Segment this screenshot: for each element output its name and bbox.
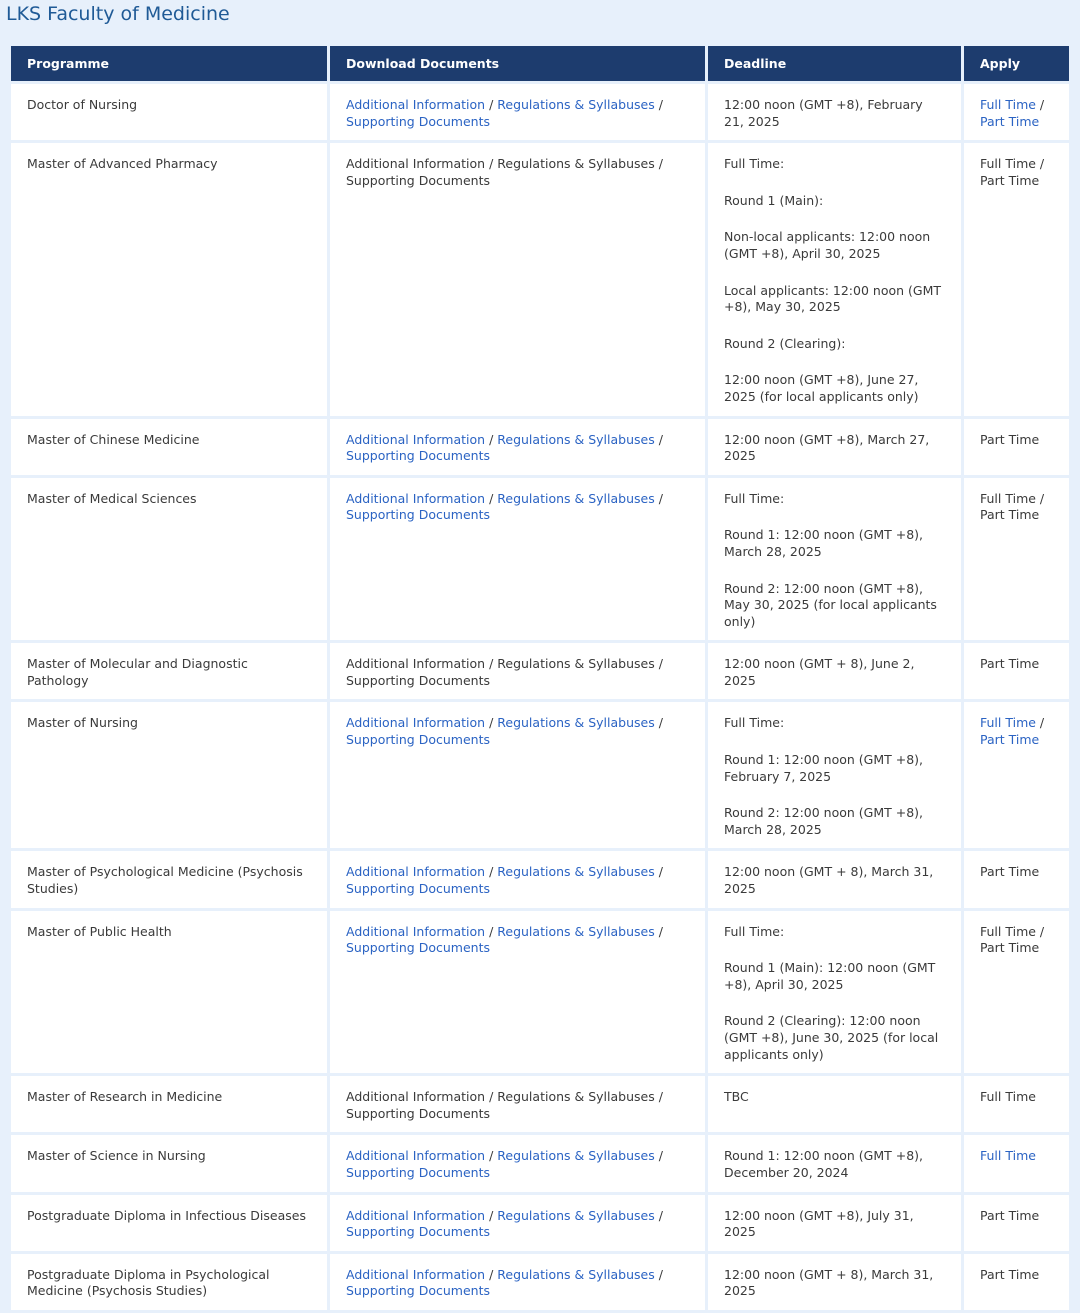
deadline-cell xyxy=(708,1254,961,1310)
deadline-text: Round 2: 12:00 noon (GMT +8), May 30, 2025 (for local applicants only) xyxy=(724,580,937,629)
deadline-text: Round 2 (Clearing): 12:00 noon (GMT +8), June 30, 2025 (for local applicants only) xyxy=(724,1013,939,1062)
deadline-text: Full Time: xyxy=(724,490,785,506)
download-documents-cell xyxy=(330,1076,705,1132)
download-documents-cell xyxy=(330,911,705,1074)
programme-name: Postgraduate Diploma in Psychological Medicine (Psychosis Studies) xyxy=(11,1254,327,1310)
table-row xyxy=(11,911,1069,1074)
regulations-syllabuses-link[interactable]: Regulations & Syllabuses xyxy=(497,1148,655,1164)
supporting-documents-link[interactable]: Supporting Documents xyxy=(346,881,490,897)
apply-cell xyxy=(964,1076,1069,1132)
download-documents-cell xyxy=(330,702,705,848)
separator: / xyxy=(485,431,498,447)
programme-name: Master of Psychological Medicine (Psychosis Studies) xyxy=(11,851,327,907)
deadline-cell xyxy=(708,1135,961,1191)
separator: / xyxy=(654,864,663,880)
table-row xyxy=(11,1076,1069,1132)
deadline-text: TBC xyxy=(724,1089,749,1105)
apply-full-time-link: Full Time xyxy=(980,490,1036,506)
download-documents-cell xyxy=(330,1254,705,1310)
regulations-syllabuses-link: Regulations & Syllabuses xyxy=(497,656,655,672)
supporting-documents-link[interactable]: Supporting Documents xyxy=(346,1283,490,1299)
separator: / xyxy=(485,1207,498,1223)
apply-cell xyxy=(964,143,1069,415)
separator: / xyxy=(485,864,498,880)
apply-cell xyxy=(964,851,1069,907)
additional-information-link[interactable]: Additional Information xyxy=(346,431,486,447)
apply-cell xyxy=(964,478,1069,641)
table-row xyxy=(11,851,1069,907)
column-header-deadline: Deadline xyxy=(708,46,961,81)
apply-part-time-link: Part Time xyxy=(980,172,1040,188)
table-row xyxy=(11,478,1069,641)
deadline-text: Full Time: xyxy=(724,715,785,731)
programme-name: Master of Advanced Pharmacy xyxy=(11,143,327,415)
column-header-programme: Programme xyxy=(11,46,327,81)
regulations-syllabuses-link: Regulations & Syllabuses xyxy=(497,1089,655,1105)
separator: / xyxy=(1035,715,1045,731)
supporting-documents-link[interactable]: Supporting Documents xyxy=(346,1164,490,1180)
separator: / xyxy=(485,656,498,672)
table-row xyxy=(11,702,1069,848)
regulations-syllabuses-link[interactable]: Regulations & Syllabuses xyxy=(497,715,655,731)
deadline-cell xyxy=(708,911,961,1074)
table-row xyxy=(11,1254,1069,1310)
deadline-text: Non-local applicants: 12:00 noon (GMT +8), April 30, 2025 xyxy=(724,229,931,261)
deadline-text: Round 1 (Main): 12:00 noon (GMT +8), April 30, 2025 xyxy=(724,960,936,992)
apply-cell xyxy=(964,911,1069,1074)
deadline-text: 12:00 noon (GMT + 8), March 31, 2025 xyxy=(724,864,934,897)
apply-cell xyxy=(964,702,1069,848)
separator: / xyxy=(1035,156,1045,172)
separator: / xyxy=(654,1148,663,1164)
apply-part-time-link: Part Time xyxy=(980,940,1040,956)
programme-name: Postgraduate Diploma in Infectious Diseases xyxy=(11,1195,327,1251)
column-header-apply: Apply xyxy=(964,46,1069,81)
download-documents-cell xyxy=(330,1135,705,1191)
table-row xyxy=(11,1135,1069,1191)
deadline-text: Round 2: 12:00 noon (GMT +8), March 28, 2025 xyxy=(724,805,924,837)
additional-information-link: Additional Information xyxy=(346,656,486,672)
regulations-syllabuses-link[interactable]: Regulations & Syllabuses xyxy=(497,864,655,880)
regulations-syllabuses-link[interactable]: Regulations & Syllabuses xyxy=(497,431,655,447)
separator: / xyxy=(654,923,663,939)
apply-cell xyxy=(964,419,1069,475)
apply-cell xyxy=(964,84,1069,140)
separator: / xyxy=(485,1148,498,1164)
separator: / xyxy=(654,656,663,672)
deadline-cell xyxy=(708,419,961,475)
apply-part-time-link: Part Time xyxy=(980,507,1040,523)
table-row xyxy=(11,143,1069,415)
deadline-cell xyxy=(708,1195,961,1251)
apply-cell xyxy=(964,643,1069,699)
deadline-text: 12:00 noon (GMT +8), March 27, 2025 xyxy=(724,431,930,464)
programme-name: Master of Science in Nursing xyxy=(11,1135,327,1191)
separator: / xyxy=(485,923,498,939)
separator: / xyxy=(485,156,498,172)
additional-information-link: Additional Information xyxy=(346,156,486,172)
separator: / xyxy=(654,1089,663,1105)
table-body xyxy=(11,84,1069,1310)
additional-information-link[interactable]: Additional Information xyxy=(346,864,486,880)
table-row xyxy=(11,419,1069,475)
additional-information-link[interactable]: Additional Information xyxy=(346,97,486,112)
download-documents-cell xyxy=(330,419,705,475)
additional-information-link[interactable]: Additional Information xyxy=(346,490,486,506)
supporting-documents-link: Supporting Documents xyxy=(346,672,490,688)
additional-information-link: Additional Information xyxy=(346,1089,486,1105)
additional-information-link[interactable]: Additional Information xyxy=(346,923,486,939)
deadline-cell xyxy=(708,84,961,140)
supporting-documents-link: Supporting Documents xyxy=(346,172,490,188)
table-row xyxy=(11,643,1069,699)
separator: / xyxy=(654,1207,663,1223)
programme-name: Master of Molecular and Diagnostic Pathology xyxy=(11,643,327,699)
programme-name: Master of Public Health xyxy=(11,911,327,1074)
deadline-text: 12:00 noon (GMT + 8), June 2, 2025 xyxy=(724,656,915,688)
programme-name: Master of Medical Sciences xyxy=(11,478,327,641)
separator: / xyxy=(654,97,663,112)
apply-full-time-link[interactable]: Full Time xyxy=(980,715,1036,731)
apply-part-time-link: Part Time xyxy=(980,864,1040,880)
separator: / xyxy=(654,1266,663,1282)
deadline-cell xyxy=(708,143,961,415)
download-documents-cell xyxy=(330,643,705,699)
apply-full-time-link[interactable]: Full Time xyxy=(980,1148,1036,1164)
deadline-text: Round 1: 12:00 noon (GMT +8), February 7, 2025 xyxy=(724,752,924,784)
separator: / xyxy=(485,490,498,506)
apply-cell xyxy=(964,1254,1069,1310)
download-documents-cell xyxy=(330,143,705,415)
supporting-documents-link[interactable]: Supporting Documents xyxy=(346,507,490,523)
apply-full-time-link: Full Time xyxy=(980,1089,1036,1105)
programme-name: Master of Chinese Medicine xyxy=(11,419,327,475)
deadline-text: Round 1 (Main): xyxy=(724,192,824,208)
regulations-syllabuses-link[interactable]: Regulations & Syllabuses xyxy=(497,97,655,112)
apply-full-time-link: Full Time xyxy=(980,156,1036,172)
regulations-syllabuses-link[interactable]: Regulations & Syllabuses xyxy=(497,490,655,506)
programme-name: Doctor of Nursing xyxy=(11,84,327,140)
separator: / xyxy=(485,715,498,731)
separator: / xyxy=(654,431,663,447)
separator: / xyxy=(485,1266,498,1282)
regulations-syllabuses-link[interactable]: Regulations & Syllabuses xyxy=(497,1207,655,1223)
deadline-text: Local applicants: 12:00 noon (GMT +8), May 30, 2025 xyxy=(724,282,941,315)
deadline-cell xyxy=(708,643,961,699)
deadline-text: Full Time: xyxy=(724,923,785,939)
deadline-text: 12:00 noon (GMT +8), June 27, 2025 (for local applicants only) xyxy=(724,372,919,404)
apply-part-time-link[interactable]: Part Time xyxy=(980,113,1040,129)
apply-part-time-link[interactable]: Part Time xyxy=(980,732,1040,748)
regulations-syllabuses-link[interactable]: Regulations & Syllabuses xyxy=(497,923,655,939)
deadline-text: Round 2 (Clearing): xyxy=(724,335,846,351)
column-header-download-documents: Download Documents xyxy=(330,46,705,81)
apply-cell xyxy=(964,1195,1069,1251)
separator: / xyxy=(654,156,663,172)
additional-information-link[interactable]: Additional Information xyxy=(346,1148,486,1164)
deadline-text: 12:00 noon (GMT + 8), March 31, 2025 xyxy=(724,1266,934,1299)
apply-part-time-link: Part Time xyxy=(980,656,1040,672)
deadline-text: 12:00 noon (GMT +8), February 21, 2025 xyxy=(724,97,923,129)
deadline-cell xyxy=(708,1076,961,1132)
deadline-text: Round 1: 12:00 noon (GMT +8), December 20, 2024 xyxy=(724,1148,924,1180)
supporting-documents-link[interactable]: Supporting Documents xyxy=(346,448,490,464)
separator: / xyxy=(1035,97,1045,112)
regulations-syllabuses-link[interactable]: Regulations & Syllabuses xyxy=(497,1266,655,1282)
table-row xyxy=(11,84,1069,140)
programmes-table xyxy=(8,43,1072,1313)
download-documents-cell xyxy=(330,84,705,140)
apply-part-time-link: Part Time xyxy=(980,1207,1040,1223)
apply-part-time-link: Part Time xyxy=(980,431,1040,447)
download-documents-cell xyxy=(330,1195,705,1251)
deadline-text: Round 1: 12:00 noon (GMT +8), March 28, 2025 xyxy=(724,527,924,559)
deadline-cell xyxy=(708,478,961,641)
table-header-row xyxy=(11,46,1069,81)
apply-part-time-link: Part Time xyxy=(980,1266,1040,1282)
supporting-documents-link[interactable]: Supporting Documents xyxy=(346,113,490,129)
programme-name: Master of Research in Medicine xyxy=(11,1076,327,1132)
additional-information-link[interactable]: Additional Information xyxy=(346,1266,486,1282)
download-documents-cell xyxy=(330,851,705,907)
deadline-cell xyxy=(708,851,961,907)
page-title: LKS Faculty of Medicine xyxy=(6,3,230,25)
download-documents-cell xyxy=(330,478,705,641)
separator: / xyxy=(485,1089,498,1105)
separator: / xyxy=(654,490,663,506)
apply-full-time-link: Full Time xyxy=(980,923,1036,939)
deadline-text: Full Time: xyxy=(724,156,785,172)
deadline-cell xyxy=(708,702,961,848)
regulations-syllabuses-link: Regulations & Syllabuses xyxy=(497,156,655,172)
additional-information-link[interactable]: Additional Information xyxy=(346,1207,486,1223)
supporting-documents-link[interactable]: Supporting Documents xyxy=(346,732,490,748)
separator: / xyxy=(485,97,498,112)
separator: / xyxy=(1035,923,1045,939)
supporting-documents-link[interactable]: Supporting Documents xyxy=(346,940,490,956)
separator: / xyxy=(1035,490,1045,506)
supporting-documents-link[interactable]: Supporting Documents xyxy=(346,1224,490,1240)
separator: / xyxy=(654,715,663,731)
apply-full-time-link[interactable]: Full Time xyxy=(980,97,1036,112)
programme-name: Master of Nursing xyxy=(11,702,327,848)
supporting-documents-link: Supporting Documents xyxy=(346,1105,490,1121)
table-row xyxy=(11,1195,1069,1251)
deadline-text: 12:00 noon (GMT +8), July 31, 2025 xyxy=(724,1207,914,1240)
apply-cell xyxy=(964,1135,1069,1191)
additional-information-link[interactable]: Additional Information xyxy=(346,715,486,731)
